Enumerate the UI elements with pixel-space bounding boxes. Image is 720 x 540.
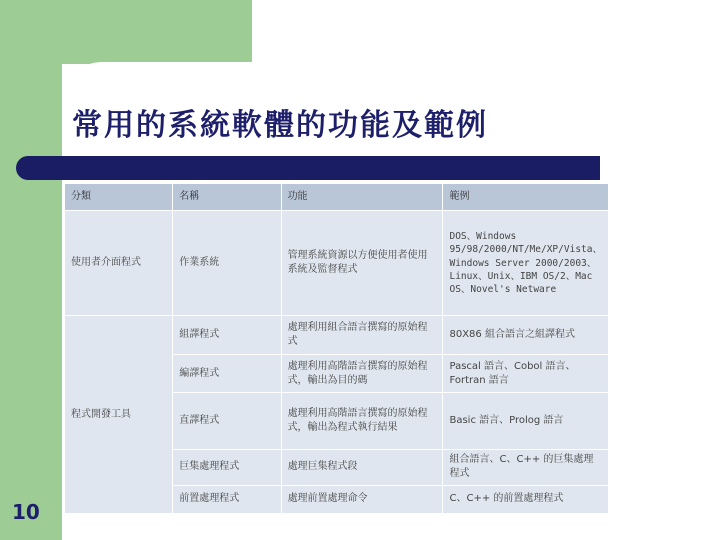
example-cell: 組合語言、C、C++ 的巨集處理程式 — [443, 450, 609, 485]
function-cell: 處理前置處理命令 — [281, 485, 443, 513]
header-category: 分類 — [65, 184, 173, 211]
header-name: 名稱 — [173, 184, 281, 211]
category-cell: 程式開發工具 — [65, 316, 173, 514]
category-cell: 使用者介面程式 — [65, 211, 173, 316]
header-function: 功能 — [281, 184, 443, 211]
table-row — [65, 316, 609, 355]
name-cell: 組譯程式 — [173, 316, 281, 355]
function-cell: 處理巨集程式段 — [281, 450, 443, 485]
title-underline-bar — [16, 156, 600, 180]
example-cell: Basic 語言、Prolog 語言 — [443, 393, 609, 450]
example-cell: C、C++ 的前置處理程式 — [443, 485, 609, 513]
name-cell: 前置處理程式 — [173, 485, 281, 513]
slide-title: 常用的系統軟體的功能及範例 — [72, 108, 488, 143]
example-cell: Pascal 語言、Cobol 語言、Fortran 語言 — [443, 354, 609, 393]
table-row — [65, 211, 609, 316]
example-cell: DOS、Windows 95/98/2000/NT/Me/XP/Vista、Windows Server 2000/2003、Linux、Unix、IBM OS/2、Mac OS、Novel's Netware — [443, 211, 609, 316]
page-number: 10 — [12, 500, 40, 524]
table-header-row — [65, 184, 609, 211]
name-cell: 巨集處理程式 — [173, 450, 281, 485]
system-software-table — [64, 183, 609, 514]
background-green-sidebar — [0, 0, 62, 540]
name-cell: 作業系統 — [173, 211, 281, 316]
header-example: 範例 — [443, 184, 609, 211]
example-cell: 80X86 組合語言之組譯程式 — [443, 316, 609, 355]
name-cell: 編譯程式 — [173, 354, 281, 393]
function-cell: 管理系統資源以方便使用者使用系統及監督程式 — [281, 211, 443, 316]
name-cell: 直譯程式 — [173, 393, 281, 450]
function-cell: 處理利用組合語言撰寫的原始程式 — [281, 316, 443, 355]
function-cell: 處理利用高階語言撰寫的原始程式，輸出為目的碼 — [281, 354, 443, 393]
function-cell: 處理利用高階語言撰寫的原始程式，輸出為程式執行結果 — [281, 393, 443, 450]
